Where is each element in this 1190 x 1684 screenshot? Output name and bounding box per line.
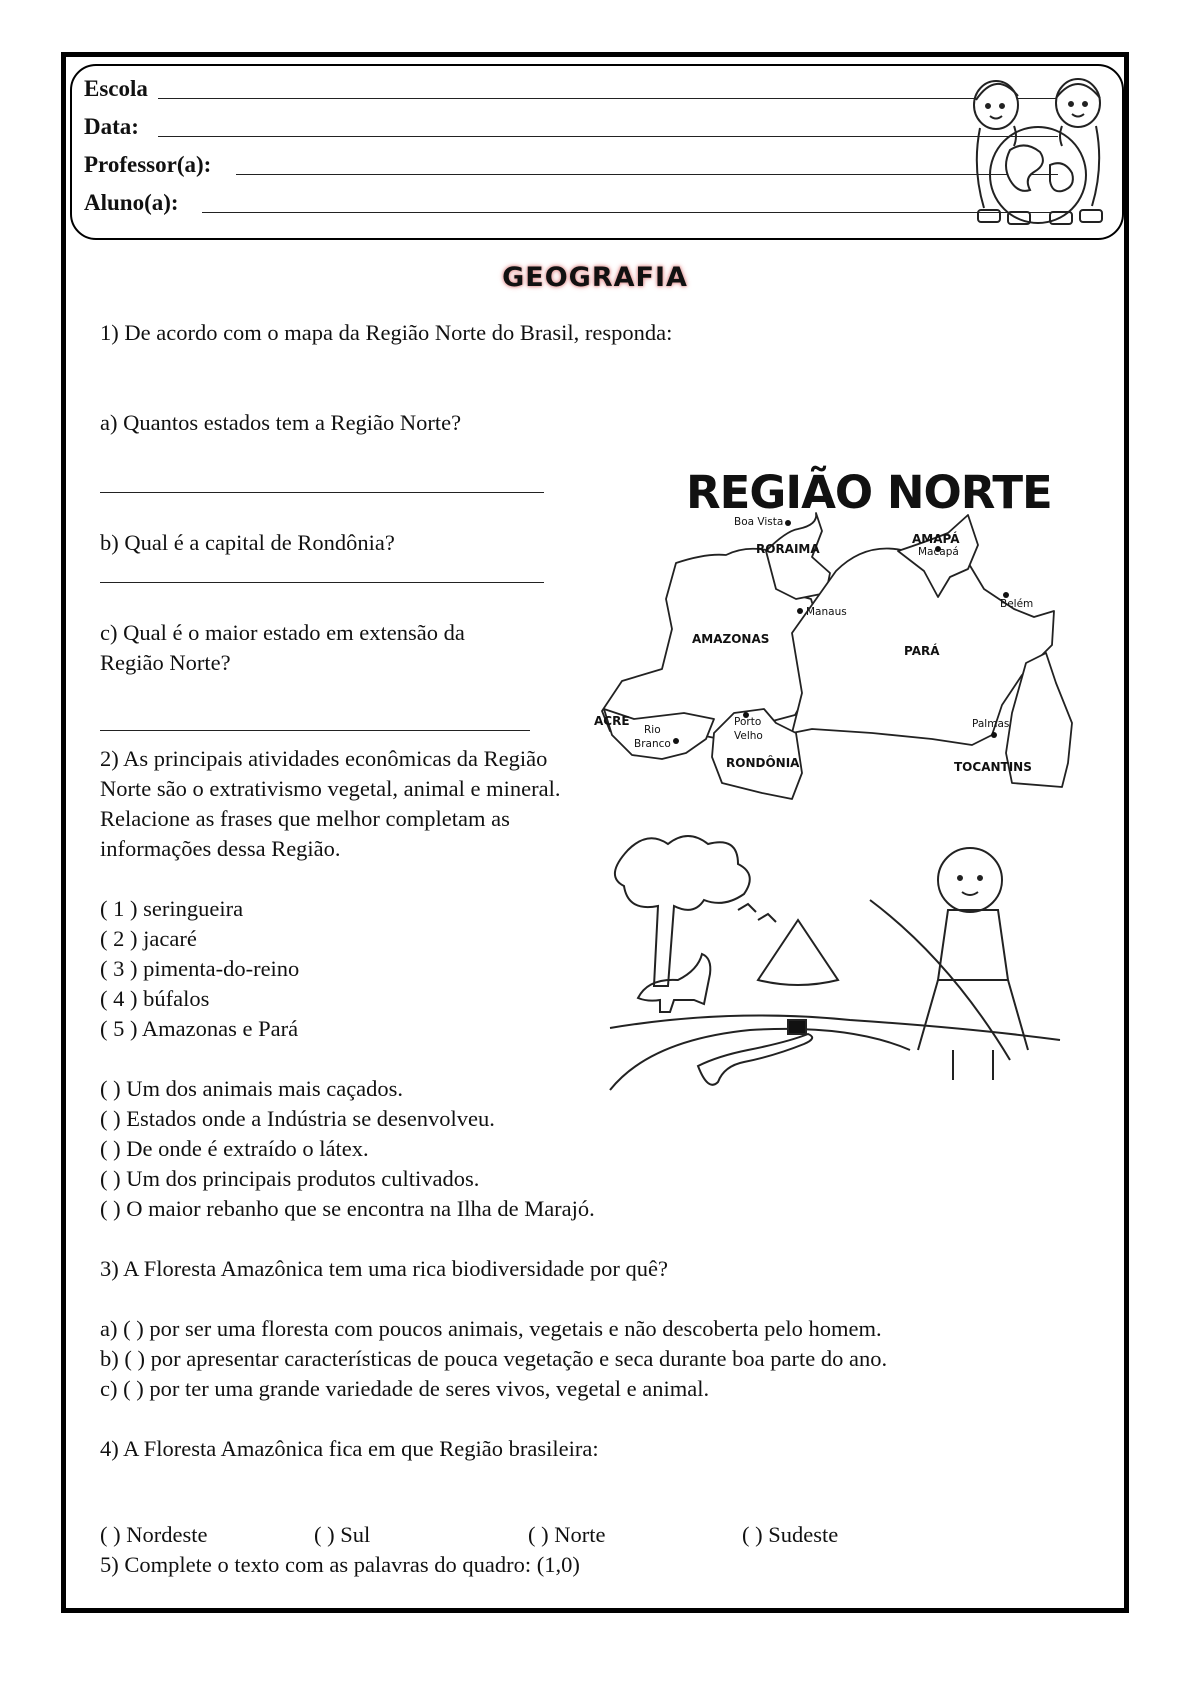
label-boa-vista: Boa Vista xyxy=(734,516,784,528)
q2-line-4: informações dessa Região. xyxy=(100,836,341,861)
q4-question: 4) A Floresta Amazônica fica em que Região brasileira: xyxy=(100,1436,599,1461)
tree-icon xyxy=(615,836,750,986)
q2-item-5: ( 5 ) Amazonas e Pará xyxy=(100,1016,299,1041)
q2-blank-4[interactable]: ( ) Um dos principais produtos cultivados. xyxy=(100,1166,480,1191)
q4-option-sudeste[interactable]: ( ) Sudeste xyxy=(742,1522,839,1547)
jungle-scene-illustration xyxy=(608,830,1108,1130)
hut-icon xyxy=(758,920,838,985)
q2-item-2: ( 2 ) jacaré xyxy=(100,926,197,951)
data-row xyxy=(84,114,139,140)
q2-item-4: ( 4 ) búfalos xyxy=(100,986,210,1011)
q3-option-a[interactable]: a) ( ) por ser uma floresta com poucos animais, vegetais e não descoberta pelo homem. xyxy=(100,1316,882,1341)
q4-option-nordeste[interactable]: ( ) Nordeste xyxy=(100,1522,208,1547)
kids-globe-illustration xyxy=(958,70,1118,235)
q2-item-1: ( 1 ) seringueira xyxy=(100,896,244,921)
q1a-answer-line[interactable] xyxy=(100,492,544,493)
subject-title: GEOGRAFIA xyxy=(502,262,688,293)
q1b-text: b) Qual é a capital de Rondônia? xyxy=(100,530,395,555)
boy-head-icon xyxy=(938,848,1002,912)
q3-question: 3) A Floresta Amazônica tem uma rica biodiversidade por quê? xyxy=(100,1256,668,1281)
label-velho: Velho xyxy=(734,730,763,742)
label-para: PARÁ xyxy=(904,644,940,658)
data-field[interactable] xyxy=(158,136,1058,137)
label-palmas: Palmas xyxy=(972,718,1010,730)
q2-blank-3[interactable]: ( ) De onde é extraído o látex. xyxy=(100,1136,369,1161)
q3-option-c[interactable]: c) ( ) por ter uma grande variedade de seres vivos, vegetal e animal. xyxy=(100,1376,710,1401)
map-title: REGIÃO NORTE xyxy=(686,466,1052,519)
aluno-row xyxy=(84,190,179,216)
escola-field[interactable] xyxy=(158,98,1058,99)
q4-option-sul[interactable]: ( ) Sul xyxy=(314,1522,371,1547)
q2-blank-5[interactable]: ( ) O maior rebanho que se encontra na Ilha de Marajó. xyxy=(100,1196,595,1221)
alligator-icon xyxy=(698,1034,812,1085)
label-amazonas: AMAZONAS xyxy=(692,632,770,646)
data-label: Data: xyxy=(84,114,139,139)
escola-label: Escola xyxy=(84,76,148,101)
q1c-text-1: c) Qual é o maior estado em extensão da xyxy=(100,620,465,645)
q2-blank-2[interactable]: ( ) Estados onde a Indústria se desenvolveu. xyxy=(100,1106,495,1131)
q3-option-b[interactable]: b) ( ) por apresentar características de pouca vegetação e seca durante boa parte do ano. xyxy=(100,1346,888,1371)
q5-question: 5) Complete o texto com as palavras do quadro: (1,0) xyxy=(100,1552,580,1577)
q1a-text: a) Quantos estados tem a Região Norte? xyxy=(100,410,462,435)
label-manaus: Manaus xyxy=(806,606,847,618)
q2-line-2: Norte são o extrativismo vegetal, animal e mineral. xyxy=(100,776,561,801)
label-tocantins: TOCANTINS xyxy=(954,760,1032,774)
q4-option-norte[interactable]: ( ) Norte xyxy=(528,1522,606,1547)
label-roraima: RORAIMA xyxy=(756,542,820,556)
aluno-field[interactable] xyxy=(202,212,1058,213)
label-rondonia: RONDÔNIA xyxy=(726,756,800,770)
q1-intro: 1) De acordo com o mapa da Região Norte do Brasil, responda: xyxy=(100,320,673,345)
jaguar-icon xyxy=(638,954,710,1012)
label-amapa: AMAPÁ xyxy=(912,532,960,546)
label-acre: ACRE xyxy=(594,714,630,728)
professor-row xyxy=(84,152,211,178)
label-macapa: Macapá xyxy=(918,546,959,558)
label-porto: Porto xyxy=(734,716,762,728)
label-branco: Branco xyxy=(634,738,671,750)
q1b-answer-line[interactable] xyxy=(100,582,544,583)
professor-label: Professor(a): xyxy=(84,152,212,177)
aluno-label: Aluno(a): xyxy=(84,190,179,215)
professor-field[interactable] xyxy=(236,174,1058,175)
label-belem: Belém xyxy=(1000,598,1034,610)
q1c-text-2: Região Norte? xyxy=(100,650,231,675)
q2-item-3: ( 3 ) pimenta-do-reino xyxy=(100,956,300,981)
q2-line-3: Relacione as frases que melhor completam as xyxy=(100,806,510,831)
q2-line-1: 2) As principais atividades econômicas da Região xyxy=(100,746,548,771)
escola-row xyxy=(84,76,148,102)
q1c-answer-line[interactable] xyxy=(100,730,530,731)
label-rio: Rio xyxy=(644,724,661,736)
north-region-map xyxy=(594,515,1126,865)
q2-blank-1[interactable]: ( ) Um dos animais mais caçados. xyxy=(100,1076,404,1101)
